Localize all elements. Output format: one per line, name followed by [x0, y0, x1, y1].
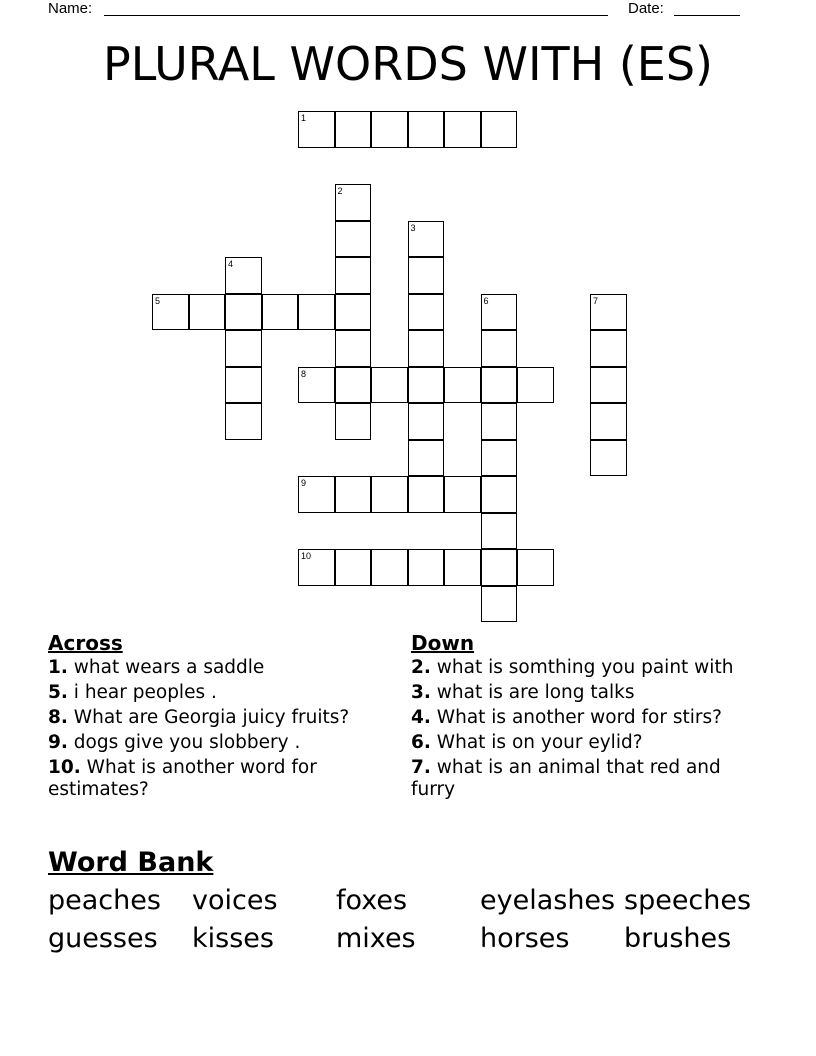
grid-cell[interactable]	[481, 549, 518, 586]
cell-number: 7	[593, 295, 599, 306]
grid-cell[interactable]	[481, 111, 518, 148]
grid-cell[interactable]	[335, 330, 372, 367]
clue-text: what is somthing you paint with	[436, 657, 734, 678]
grid-cell[interactable]	[590, 440, 627, 477]
grid-cell[interactable]	[481, 440, 518, 477]
grid-cell[interactable]	[408, 476, 445, 513]
cell-number: 1	[301, 113, 307, 123]
grid-cell[interactable]	[481, 367, 518, 404]
grid-cell[interactable]	[408, 367, 445, 404]
clue-text: what is are long talks	[436, 682, 635, 703]
grid-cell[interactable]	[444, 111, 481, 148]
clue-number: 9.	[48, 732, 68, 753]
clue-across-1	[48, 657, 398, 679]
grid-cell[interactable]	[335, 111, 372, 148]
grid-cell[interactable]	[225, 257, 262, 294]
grid-cell[interactable]	[298, 294, 335, 331]
clue-across-8	[48, 707, 398, 729]
grid-cell[interactable]	[335, 367, 372, 404]
cell-number: 10	[301, 551, 312, 561]
grid-cell[interactable]	[481, 294, 518, 331]
grid-cell[interactable]	[408, 221, 445, 258]
grid-cell[interactable]	[408, 549, 445, 586]
clue-across-5	[48, 682, 398, 704]
grid-cell[interactable]	[590, 330, 627, 367]
grid-cell[interactable]	[371, 367, 408, 404]
grid-cell[interactable]	[262, 294, 299, 331]
cell-number: 5	[155, 295, 161, 306]
clue-number: 5.	[48, 682, 68, 703]
clue-text: what is an animal that red and furry	[411, 757, 721, 800]
clue-text: What are Georgia juicy fruits?	[73, 707, 350, 728]
clue-number: 4.	[411, 707, 431, 728]
grid-cell[interactable]	[481, 403, 518, 440]
clue-number: 10.	[48, 757, 81, 778]
grid-cell[interactable]	[335, 257, 372, 294]
grid-cell[interactable]	[481, 586, 518, 623]
word-bank-item: guesses	[48, 923, 158, 954]
clue-text: What is on your eylid?	[436, 732, 643, 753]
clue-text: what wears a saddle	[73, 657, 265, 678]
grid-cell[interactable]	[335, 549, 372, 586]
grid-cell[interactable]	[298, 111, 335, 148]
clue-text: What is another word for stirs?	[436, 707, 722, 728]
cell-number: 2	[337, 186, 343, 196]
grid-cell[interactable]	[444, 476, 481, 513]
word-bank-item: foxes	[336, 885, 408, 916]
grid-cell[interactable]	[335, 403, 372, 440]
grid-cell[interactable]	[225, 403, 262, 440]
grid-cell[interactable]	[408, 111, 445, 148]
clue-number: 2.	[411, 657, 431, 678]
clue-down-6	[411, 732, 761, 754]
clue-down-3	[411, 682, 761, 704]
grid-cell[interactable]	[517, 549, 554, 586]
cell-number: 9	[301, 478, 307, 488]
grid-cell[interactable]	[225, 330, 262, 367]
grid-cell[interactable]	[335, 476, 372, 513]
clue-text: i hear peoples .	[73, 682, 217, 703]
down-clues	[411, 630, 761, 804]
clue-number: 3.	[411, 682, 431, 703]
grid-cell[interactable]	[590, 403, 627, 440]
grid-cell[interactable]	[225, 294, 262, 331]
grid-cell[interactable]	[444, 549, 481, 586]
name-label: Name:	[48, 0, 93, 17]
grid-cell[interactable]	[298, 367, 335, 404]
word-bank-item: kisses	[192, 923, 274, 954]
clue-down-2	[411, 657, 761, 679]
page-title: PLURAL WORDS WITH (ES)	[103, 37, 713, 91]
word-bank-item: brushes	[624, 923, 732, 954]
clue-across-9	[48, 732, 398, 754]
grid-cell[interactable]	[408, 294, 445, 331]
clue-number: 1.	[48, 657, 68, 678]
word-bank-item: speeches	[624, 885, 752, 916]
grid-cell[interactable]	[298, 549, 335, 586]
word-bank	[48, 882, 768, 958]
down-heading: Down	[411, 631, 475, 655]
grid-cell[interactable]	[371, 476, 408, 513]
clue-number: 8.	[48, 707, 68, 728]
word-bank-item: horses	[480, 923, 570, 954]
clue-across-10	[48, 757, 398, 801]
grid-cell[interactable]	[189, 294, 226, 331]
grid-cell[interactable]	[152, 294, 189, 331]
grid-cell[interactable]	[371, 549, 408, 586]
date-label: Date:	[628, 0, 664, 17]
word-bank-item: voices	[192, 885, 278, 916]
grid-cell[interactable]	[517, 367, 554, 404]
cell-number: 4	[228, 259, 234, 269]
grid-cell[interactable]	[335, 184, 372, 221]
grid-cell[interactable]	[481, 513, 518, 550]
grid-cell[interactable]	[298, 476, 335, 513]
grid-cell[interactable]	[444, 367, 481, 404]
grid-cell[interactable]	[481, 476, 518, 513]
across-clues	[48, 630, 398, 804]
clue-number: 6.	[411, 732, 431, 753]
clue-down-7	[411, 757, 761, 801]
clue-number: 7.	[411, 757, 431, 778]
cell-number: 3	[410, 222, 416, 233]
grid-cell[interactable]	[481, 330, 518, 367]
clue-down-4	[411, 707, 761, 729]
grid-cell[interactable]	[590, 294, 627, 331]
grid-cell[interactable]	[335, 221, 372, 258]
grid-cell[interactable]	[408, 440, 445, 477]
grid-cell[interactable]	[590, 367, 627, 404]
cell-number: 6	[483, 295, 489, 306]
clue-text: What is another word for estimates?	[48, 757, 317, 800]
word-bank-title: Word Bank	[48, 847, 214, 878]
grid-cell[interactable]	[408, 257, 445, 294]
word-bank-item: peaches	[48, 885, 161, 916]
clue-text: dogs give you slobbery .	[73, 732, 301, 753]
grid-cell[interactable]	[335, 294, 372, 331]
cell-number: 8	[301, 368, 307, 379]
grid-cell[interactable]	[408, 403, 445, 440]
across-heading: Across	[48, 631, 123, 655]
grid-cell[interactable]	[371, 111, 408, 148]
word-bank-item: mixes	[336, 923, 416, 954]
grid-cell[interactable]	[408, 330, 445, 367]
grid-cell[interactable]	[225, 367, 262, 404]
word-bank-item: eyelashes	[480, 885, 616, 916]
